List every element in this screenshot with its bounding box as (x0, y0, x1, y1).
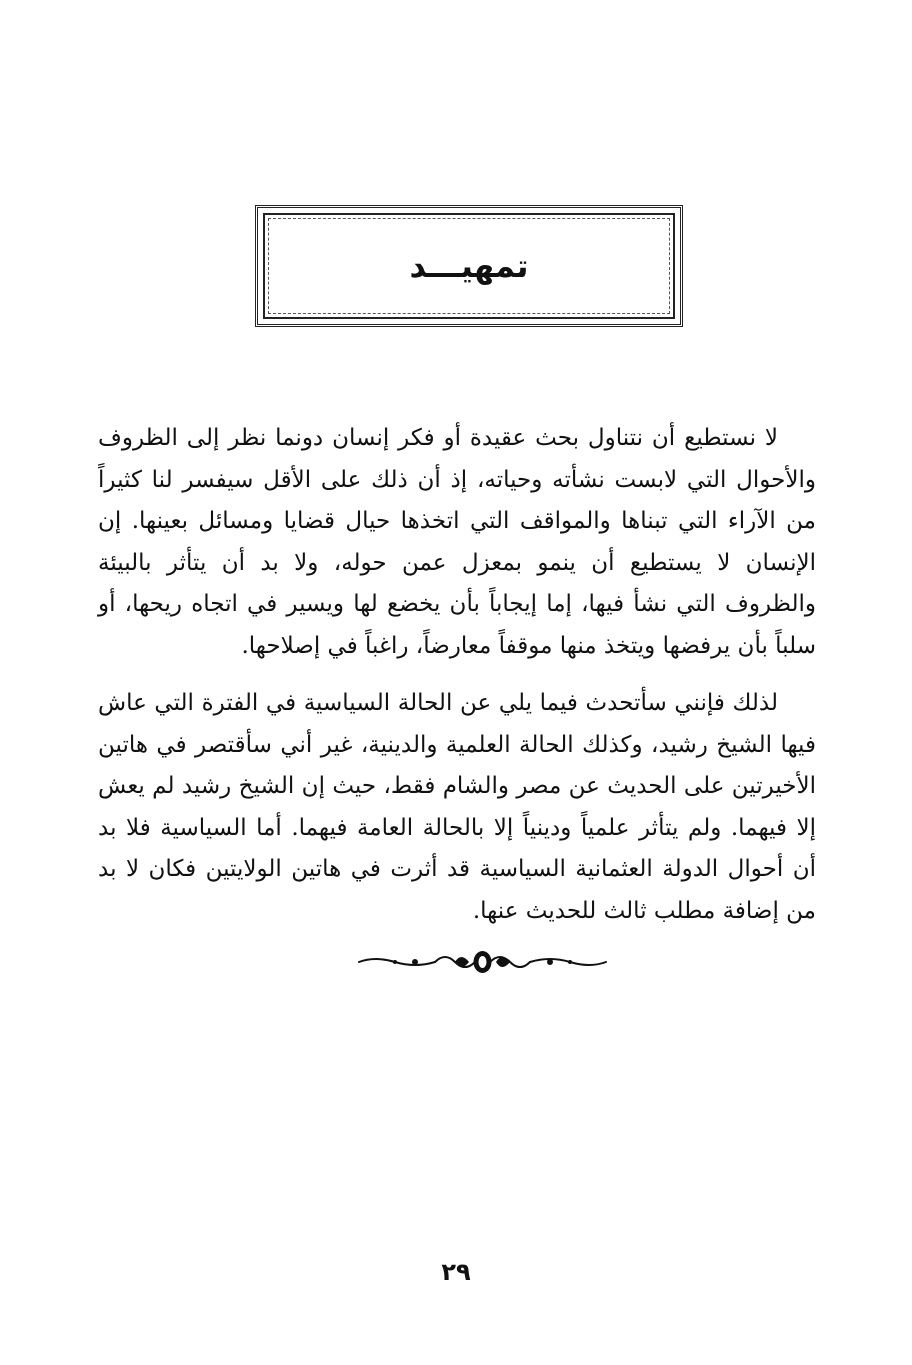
paragraph-text: لذلك فإنني سأتحدث فيما يلي عن الحالة السياسية في الفترة التي عاش فيها الشيخ رشيد، وكذلك الحالة العلمية والدينية، غير أني سأقتصر في هاتين الأخيرتين على الحديث عن مصر والشام فقط، حيث إن الشيخ رشيد لم يعش إلا فيهما. ولم يتأثر علمياً ودينياً إلا بالحالة العامة فيهما. أما السياسية فلا بد أن أحوال الدولة العثمانية السياسية قد أثرت في هاتين الولايتين فكان لا بد من إضافة مطلب ثالث للحديث عنها. (98, 690, 816, 924)
title-frame (255, 205, 683, 327)
title-frame-inner (263, 213, 675, 319)
page-title: تمهيـــد (409, 247, 529, 285)
paragraph-2 (98, 660, 816, 955)
paragraph-text: لا نستطيع أن نتناول بحث عقيدة أو فكر إنسان دونما نظر إلى الظروف والأحوال التي لابست نشأته وحياته، إذ أن ذلك على الأقل سيفسر لنا كثيراً من الآراء التي تبناها والمواقف التي اتخذها حيال قضايا ومسائل بعينها. إن الإنسان لا يستطيع أن ينمو بمعزل عمن حوله، ولا بد أن يتأثر بالبيئة والظروف التي نشأ فيها، إما إيجاباً بأن يخضع لها ويسير في اتجاه ريحها، أو سلباً بأن يرفضها ويتخذ منها موقفاً معارضاً، راغباً في إصلاحها. (98, 425, 816, 659)
page-number: ٢٩ (441, 1258, 471, 1286)
paragraph-1 (98, 395, 816, 690)
decorative-divider-icon (355, 946, 610, 978)
